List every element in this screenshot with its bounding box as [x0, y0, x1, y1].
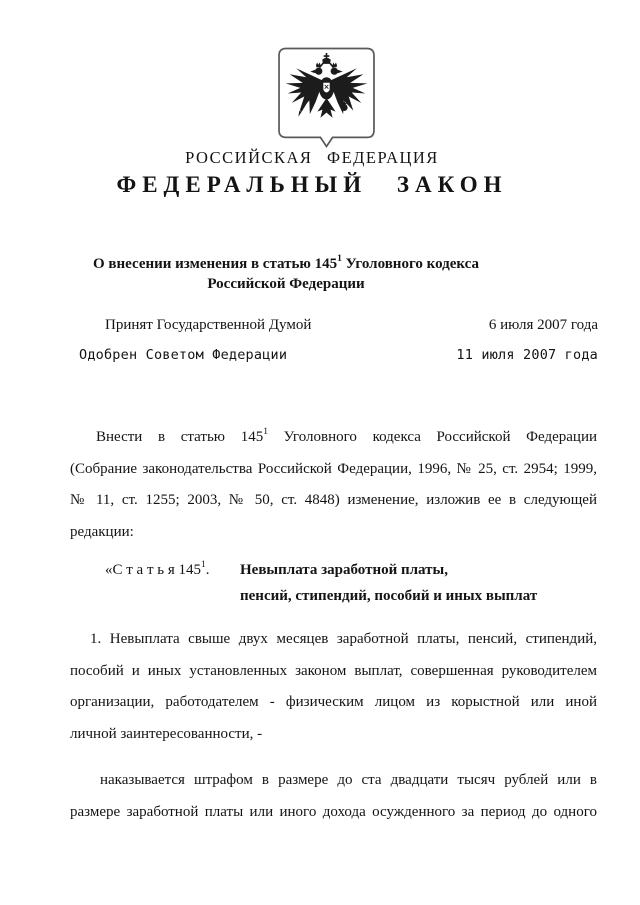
document-title-line1 [26, 255, 546, 275]
coat-of-arms-icon [277, 46, 376, 150]
duma-date: 6 июля 2007 года [488, 317, 598, 333]
paragraph-penalty [70, 765, 597, 828]
document-title-line2: Российской Федерации [207, 275, 365, 292]
approved-by-council-row [70, 347, 598, 363]
document-title [26, 255, 546, 294]
article-number-text: «С т а т ь я 145 [105, 562, 202, 578]
russian-coat-of-arms [277, 46, 376, 150]
duma-label: Принят Государственной Думой [105, 317, 312, 333]
title-superscript: 1 [337, 254, 342, 264]
paragraph-line: организации, работодателем - физическим лицом из корыстной или иной [70, 694, 597, 710]
paragraph-line: (Собрание законодательства Российской Федерации, 1996, № 25, ст. 2954; 1999, [70, 460, 597, 477]
paragraph-line: личной заинтересованности, - [70, 725, 263, 742]
paragraph-amendment [70, 422, 597, 548]
body-superscript: 1 [263, 427, 268, 437]
council-label: Одобрен Советом Федерации [79, 347, 288, 363]
council-date: 11 июля 2007 года [456, 347, 598, 363]
paragraph-line [70, 422, 597, 454]
article-title-line1: Невыплата заработной платы, [240, 562, 448, 578]
document-type-heading: ФЕДЕРАЛЬНЫЙ ЗАКОН [116, 172, 508, 197]
article-number-dot: . [205, 562, 210, 578]
article-heading [70, 557, 597, 609]
paragraph-line: № 11, ст. 1255; 2003, № 50, ст. 4848) изменение, изложив ее в следующей [70, 492, 597, 508]
paragraph-offense [70, 624, 597, 750]
adopted-by-duma-row [70, 317, 598, 334]
article-title [240, 557, 597, 609]
body-text: Внести в статью 145 [96, 429, 264, 445]
body-text-cont: Уголовного кодекса Российской Федерации [267, 429, 597, 445]
title-text-cont: Уголовного кодекса [341, 256, 479, 272]
paragraph-line: 1. Невыплата свыше двух месяцев заработной платы, пенсий, стипендий, [90, 631, 597, 647]
article-number [105, 557, 210, 583]
title-text: О внесении изменения в статью 145 [92, 256, 338, 272]
paragraph-line: размере заработной платы или иного дохода осужденного за период до одного [70, 803, 597, 820]
paragraph-line: наказывается штрафом в размере до ста двадцати тысяч рублей или в [100, 772, 597, 788]
country-name: РОССИЙСКАЯ ФЕДЕРАЦИЯ [185, 148, 439, 167]
article-title-line2: пенсий, стипендий, пособий и иных выплат [240, 588, 538, 604]
double-headed-eagle-icon [286, 53, 368, 118]
paragraph-line: пособий и иных установленных законом выплат, совершенная руководителем [70, 662, 597, 679]
article-number-superscript: 1 [201, 560, 206, 570]
paragraph-line: редакции: [70, 523, 134, 540]
